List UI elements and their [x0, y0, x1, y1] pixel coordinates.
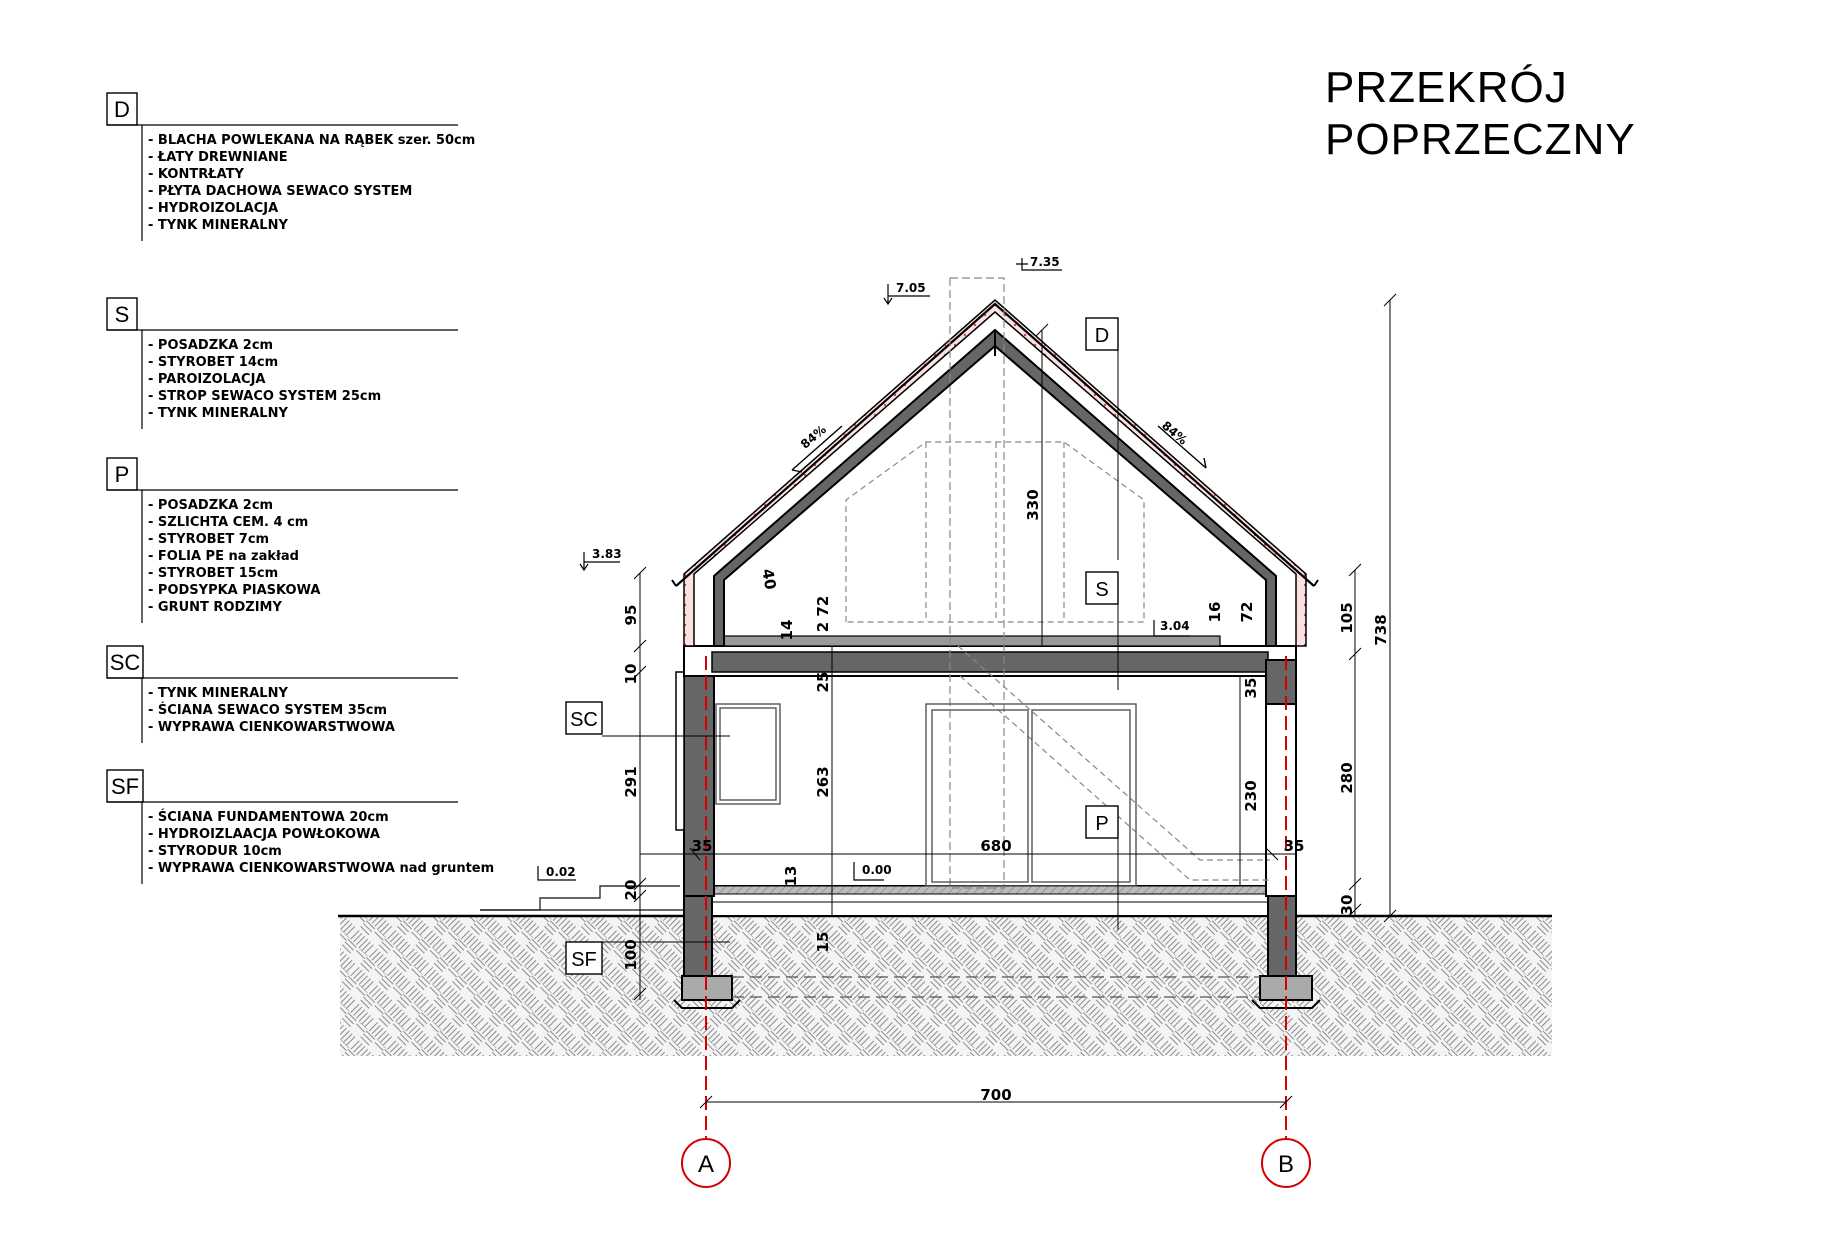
drawing-title-line2: POPRZECZNY: [1325, 115, 1636, 164]
legend-code-sc: SC: [109, 650, 141, 675]
legend-item: - STYROBET 14cm: [148, 355, 279, 370]
svg-text:SF: SF: [571, 949, 597, 971]
dim-total-width: 700: [980, 1086, 1012, 1104]
ground-floor-openings: [716, 704, 1136, 886]
dim-right-wall-230: 230: [1242, 780, 1260, 812]
dim-total-height: 738: [1372, 614, 1390, 646]
drawing-title-line1: PRZEKRÓJ: [1325, 63, 1568, 112]
level-terrain: 0.02: [546, 865, 576, 879]
legend-code-sf: SF: [110, 774, 140, 799]
attic-floor-slab: [684, 636, 1296, 704]
legend-item: - PAROIZOLACJA: [148, 372, 266, 387]
svg-text:S: S: [1095, 579, 1109, 601]
legend-code-s: S: [114, 302, 130, 327]
dim-left-storey: 291: [622, 766, 640, 798]
dim-left-10: 10: [622, 663, 640, 685]
legend-block-sf: [107, 770, 494, 884]
legend-item: - SZLICHTA CEM. 4 cm: [148, 515, 309, 530]
dim-right-beam: 35: [1242, 677, 1260, 699]
wall-right: [1266, 674, 1296, 896]
entrance-steps: [480, 886, 684, 910]
dim-wall-left: 35: [691, 837, 713, 855]
foundation-wall-left: [684, 896, 712, 976]
legend-block-p: [107, 458, 458, 623]
roof: [672, 300, 1318, 646]
dim-attic-height: 330: [1024, 489, 1042, 521]
slope-right: 84%: [1159, 418, 1191, 448]
legend-item: - ŚCIANA SEWACO SYSTEM 35cm: [148, 703, 388, 718]
svg-text:D: D: [1094, 325, 1110, 347]
legend-code-d: D: [114, 97, 130, 122]
legend-item: - ŚCIANA FUNDAMENTOWA 20cm: [148, 810, 389, 825]
legend-block-s: [107, 298, 458, 429]
legend-item: - GRUNT RODZIMY: [148, 600, 282, 615]
dim-inner-width: 680: [980, 837, 1012, 855]
legend-item: - HYDROIZOLACJA: [148, 201, 279, 216]
legend-item: - WYPRAWA CIENKOWARSTWOWA: [148, 720, 395, 735]
dim-right-knee: 105: [1338, 602, 1356, 634]
level-chimney: 7.35: [1030, 255, 1060, 269]
dim-knee-2-72: 2 72: [814, 595, 832, 633]
legend-item: - KONTRŁATY: [148, 167, 244, 182]
legend-item: - WYPRAWA CIENKOWARSTWOWA nad gruntem: [148, 861, 495, 876]
dim-left-found: 100: [622, 939, 640, 971]
legend-block-sc: [107, 646, 458, 743]
legend-item: - BLACHA POWLEKANA NA RĄBEK szer. 50cm: [148, 133, 476, 148]
ground: [338, 916, 1552, 1056]
dim-right-plinth: 30: [1338, 894, 1356, 916]
dim-knee-72: 72: [1238, 601, 1256, 623]
dim-room-263: 263: [814, 766, 832, 798]
roof-angle: 40: [758, 567, 780, 591]
legend-item: - TYNK MINERALNY: [148, 218, 288, 233]
dim-right-storey: 280: [1338, 762, 1356, 794]
svg-text:P: P: [1095, 813, 1109, 835]
dim-knee-16: 16: [1206, 601, 1224, 623]
legend-block-d: [107, 93, 475, 241]
legend-item: - PODSYPKA PIASKOWA: [148, 583, 321, 598]
legend-item: - PŁYTA DACHOWA SEWACO SYSTEM: [148, 184, 413, 199]
walls: [676, 646, 1296, 896]
legend-item: - ŁATY DREWNIANE: [148, 150, 288, 165]
dim-wall-right: 35: [1283, 837, 1305, 855]
ground-floor-slab: [712, 886, 1268, 916]
terrace-door: [926, 704, 1136, 886]
svg-text:SC: SC: [570, 709, 598, 731]
level-attic-floor: 3.04: [1160, 619, 1190, 633]
level-ground-floor: 0.00: [862, 863, 892, 877]
legend-item: - STROP SEWACO SYSTEM 25cm: [148, 389, 382, 404]
ground-soil-hatch: [340, 916, 1552, 1056]
axis-label-a: A: [697, 1151, 715, 1178]
dim-slab-25: 25: [814, 671, 832, 693]
legend-item: - STYROBET 15cm: [148, 566, 279, 581]
level-ridge: 7.05: [896, 281, 926, 295]
roof-structure: [714, 330, 1276, 646]
legend-item: - HYDROIZLAACJA POWŁOKOWA: [148, 827, 380, 842]
foundation-wall-right: [1268, 896, 1296, 976]
axis-label-b: B: [1277, 1151, 1295, 1178]
legend-item: - TYNK MINERALNY: [148, 406, 288, 421]
legend-item: - POSADZKA 2cm: [148, 498, 274, 513]
dim-floor-15: 15: [814, 931, 832, 953]
dim-left-20: 20: [622, 879, 640, 901]
legend-item: - STYRODUR 10cm: [148, 844, 282, 859]
dim-knee-14: 14: [778, 619, 796, 641]
legend-item: - STYROBET 7cm: [148, 532, 270, 547]
dim-floor-13: 13: [782, 865, 800, 887]
dim-left-knee: 95: [622, 604, 640, 626]
legend-item: - POSADZKA 2cm: [148, 338, 274, 353]
legend-code-p: P: [114, 462, 130, 487]
slope-left: 84%: [797, 422, 829, 452]
left-window: [716, 704, 780, 804]
legend: [107, 93, 494, 884]
legend-item: - TYNK MINERALNY: [148, 686, 288, 701]
legend-item: - FOLIA PE na zakład: [148, 549, 299, 564]
level-eave: 3.83: [592, 547, 622, 561]
